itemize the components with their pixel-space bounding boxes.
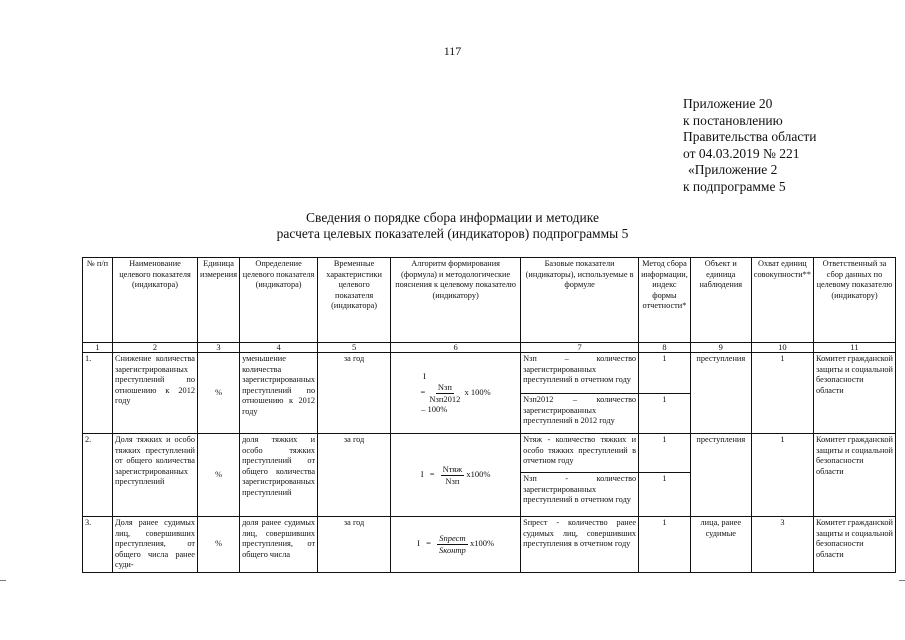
header-cell: Наименование целевого показателя (индикатора) <box>113 258 198 343</box>
unit: % <box>198 517 240 573</box>
header-cell: Охват единиц совокупности** <box>751 258 813 343</box>
column-number: 10 <box>751 343 813 353</box>
formula-eq: = <box>429 468 435 479</box>
indicator-name: Снижение количества зарегистрированных преступлений по отношению к 2012 году <box>113 353 198 434</box>
formula <box>393 371 518 414</box>
column-number: 7 <box>521 343 639 353</box>
formula-lhs: I <box>417 538 420 549</box>
formula-numerator: Nзп <box>437 381 452 392</box>
appendix-line: от 04.03.2019 № 221 <box>683 145 800 161</box>
row-number: 2. <box>83 434 113 517</box>
indicator-name: Доля тяжких и особо тяжких преступлений от общего количества зарегистрированных преступлений <box>113 434 198 517</box>
formula-numerator: Sпрест <box>439 533 466 544</box>
formula-denominator: Nзп <box>445 475 460 486</box>
coverage: 1 <box>751 353 813 434</box>
table-row <box>83 517 896 573</box>
column-number: 8 <box>639 343 691 353</box>
appendix-line: к подпрограмме 5 <box>683 178 786 194</box>
observation-object: преступления <box>690 353 751 434</box>
formula <box>393 533 518 555</box>
header-cell: Временные характеристики целевого показателя (индикатора) <box>318 258 391 343</box>
coverage: 3 <box>751 517 813 573</box>
formula-multiplier: x 100% <box>464 386 491 397</box>
page-edge-mark <box>0 580 6 581</box>
column-number: 5 <box>318 343 391 353</box>
formula-tail: – 100% <box>421 404 448 415</box>
collection-method: 1 <box>639 473 691 517</box>
column-number: 6 <box>391 343 521 353</box>
base-indicator: Sпрест - количество ранее судимых лиц, совершивших преступления в отчетном году <box>521 517 639 573</box>
collection-method: 1 <box>639 517 691 573</box>
page-edge-mark <box>899 580 905 581</box>
heading-line-1: Сведения о порядке сбора информации и методике <box>306 210 599 225</box>
formula-eq: = <box>426 538 431 549</box>
appendix-line: Приложение 20 <box>683 96 773 111</box>
heading-line-2: расчета целевых показателей (индикаторов) подпрограммы 5 <box>276 226 629 241</box>
formula-cell <box>391 517 521 573</box>
column-number: 4 <box>240 343 318 353</box>
column-number: 9 <box>690 343 751 353</box>
formula-lhs: I <box>420 468 424 479</box>
appendix-line: Правительства области <box>683 129 817 145</box>
column-number: 11 <box>813 343 895 353</box>
responsible-party: Комитет гражданской защиты и социальной безопасности области <box>813 434 895 517</box>
formula-eq: = <box>420 386 426 397</box>
base-indicator: Nзп – количество зарегистрированных преступлений в отчетном году <box>521 353 639 394</box>
header-cell: Метод сбора информации, индекс формы отчетности* <box>639 258 691 343</box>
base-indicator: Nзп - количество зарегистрированных преступлений в отчетном году <box>521 473 639 517</box>
formula-fraction <box>437 533 468 555</box>
indicators-table <box>82 257 896 573</box>
observation-object: преступления <box>690 434 751 517</box>
column-number-row <box>83 343 896 353</box>
coverage: 1 <box>751 434 813 517</box>
column-number: 2 <box>113 343 198 353</box>
header-cell: № п/п <box>83 258 113 343</box>
table-header-row <box>83 258 896 343</box>
row-number: 1. <box>83 353 113 434</box>
appendix-line: «Приложение 2 <box>688 162 778 178</box>
formula-fraction <box>441 464 465 486</box>
base-indicator: Nзп2012 – количество зарегистрированных преступлений в 2012 году <box>521 394 639 434</box>
collection-method: 1 <box>639 353 691 394</box>
formula-lhs: I <box>423 371 426 382</box>
responsible-party: Комитет гражданской защиты и социальной безопасности области <box>813 517 895 573</box>
formula-fraction <box>427 382 462 404</box>
header-cell: Ответственный за сбор данных по целевому показателю (индикатору) <box>813 258 895 343</box>
collection-method: 1 <box>639 394 691 434</box>
header-cell: Определение целевого показателя (индикатора) <box>240 258 318 343</box>
header-cell: Базовые показатели (индикаторы), используемые в формуле <box>521 258 639 343</box>
formula-multiplier: x100% <box>466 468 491 479</box>
indicator-definition: уменьшение количества зарегистрированных преступлений по отношению к 2012 году <box>240 353 318 434</box>
table-row <box>83 434 896 473</box>
formula-denominator: Nзп2012 <box>429 393 461 404</box>
document-heading <box>0 210 905 242</box>
collection-method: 1 <box>639 434 691 473</box>
responsible-party: Комитет гражданской защиты и социальной безопасности области <box>813 353 895 434</box>
column-number: 1 <box>83 343 113 353</box>
appendix-block <box>683 96 816 196</box>
time-characteristic: за год <box>318 517 391 573</box>
observation-object: лица, ранее судимые <box>690 517 751 573</box>
appendix-line: к постановлению <box>683 112 783 128</box>
indicator-name: Доля ранее судимых лиц, совершивших преступления, от общего числа ранее суди- <box>113 517 198 573</box>
table-row <box>83 353 896 394</box>
unit: % <box>198 434 240 517</box>
column-number: 3 <box>198 343 240 353</box>
indicator-definition: доля тяжких и особо тяжких преступлений от общего количества зарегистрированных преступлений <box>240 434 318 517</box>
header-cell: Алгоритм формирования (формула) и методологические пояснения к целевому показателю (индикатору) <box>391 258 521 343</box>
formula-cell <box>391 434 521 517</box>
time-characteristic: за год <box>318 434 391 517</box>
indicator-definition: доля ранее судимых лиц, совершивших преступления, от общего числа <box>240 517 318 573</box>
formula-cell <box>391 353 521 434</box>
header-cell: Единица измерения <box>198 258 240 343</box>
formula-denominator: Sконтр <box>439 544 466 555</box>
formula-numerator: Nтяж <box>442 463 463 474</box>
time-characteristic: за год <box>318 353 391 434</box>
row-number: 3. <box>83 517 113 573</box>
page-number: 117 <box>443 44 462 58</box>
unit: % <box>198 353 240 434</box>
formula <box>393 464 518 486</box>
formula-multiplier: x100% <box>469 538 495 549</box>
base-indicator: Nтяж - количество тяжких и особо тяжких преступлений в отчетном году <box>521 434 639 473</box>
header-cell: Объект и единица наблюдения <box>690 258 751 343</box>
